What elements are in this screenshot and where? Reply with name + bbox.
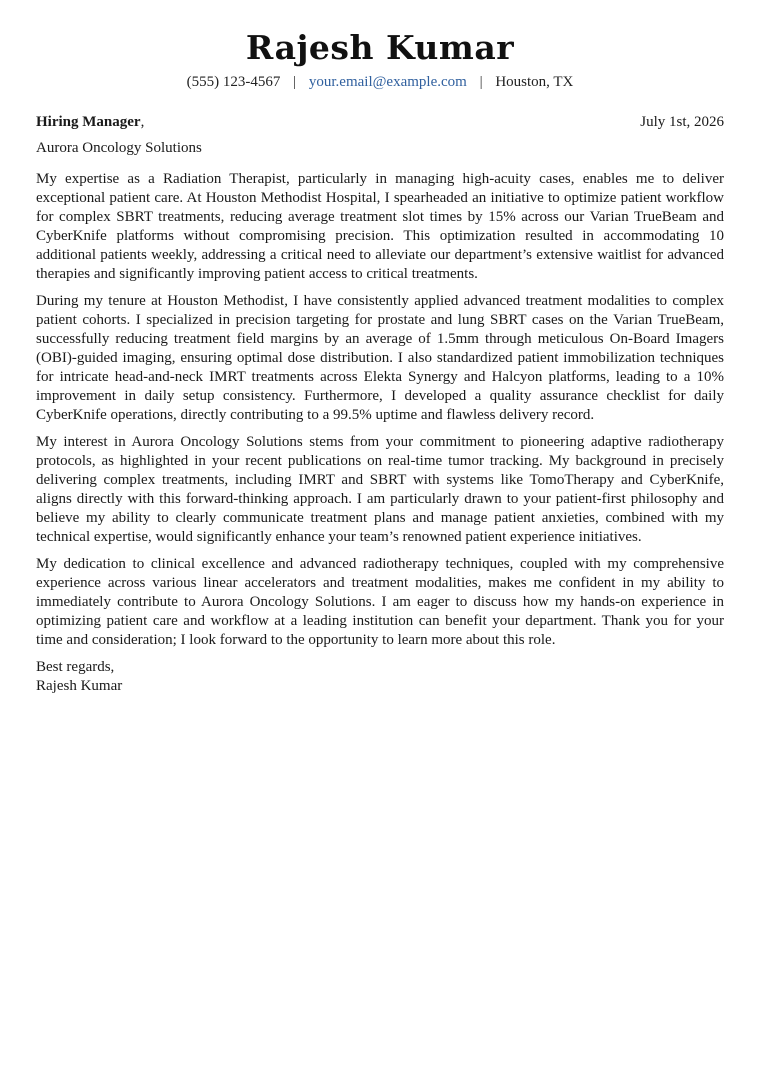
separator: | bbox=[293, 74, 297, 90]
letter-date: July 1st, 2026 bbox=[640, 114, 724, 130]
salutation-row bbox=[36, 113, 724, 132]
body-paragraph: My dedication to clinical excellence and advanced radiotherapy techniques, coupled with my comprehensive experience across various linear accelerators and treatment modalities, makes me confident in my ability to immediately contribute to Aurora Oncology Solutions. I am eager to discuss how my hands-on experience in optimizing patient care and workflow at a leading institution can benefit your department. Thank you for your time and consideration; I look forward to the opportunity to learn more about this role. bbox=[36, 556, 724, 648]
company-name: Aurora Oncology Solutions bbox=[36, 140, 202, 156]
closing-phrase: Best regards, bbox=[36, 659, 115, 675]
letter-body bbox=[36, 170, 724, 650]
applicant-name: Rajesh Kumar bbox=[245, 28, 515, 67]
separator: | bbox=[479, 74, 483, 90]
phone-number: (555) 123-4567 bbox=[186, 74, 281, 90]
contact-line bbox=[36, 73, 724, 91]
recipient bbox=[36, 113, 144, 132]
recipient-name: Hiring Manager bbox=[36, 114, 141, 130]
recipient-comma: , bbox=[140, 114, 145, 130]
signature-name: Rajesh Kumar bbox=[36, 678, 123, 694]
cover-letter-page bbox=[36, 0, 724, 696]
body-paragraph: My interest in Aurora Oncology Solutions stems from your commitment to pioneering adaptive radiotherapy protocols, as highlighted in your recent publications on real-time tumor tracking. My background in precisely delivering complex treatments, including IMRT and SBRT with systems like TomoTherapy and CyberKnife, aligns directly with this forward-thinking approach. I am particularly drawn to your patient-first philosophy and believe my ability to clearly communicate treatment plans and manage patient anxieties, combined with my technical expertise, would significantly enhance your team’s renowned patient experience initiatives. bbox=[36, 434, 724, 545]
body-paragraph: My expertise as a Radiation Therapist, particularly in managing high-acuity cases, enables me to deliver exceptional patient care. At Houston Methodist Hospital, I spearheaded an initiative to optimize patient workflow for complex SBRT treatments, reducing average treatment slot times by 15% across our Varian TrueBeam and CyberKnife platforms without compromising precision. This optimization resulted in accommodating 10 additional patients weekly, addressing a critical need to alleviate our department’s extensive waitlist for advanced therapies and significantly improving patient access to critical treatments. bbox=[36, 171, 724, 282]
body-paragraph: During my tenure at Houston Methodist, I have consistently applied advanced treatment modalities to complex patient cohorts. I specialized in precision targeting for prostate and lung SBRT cases on the Varian TrueBeam, successfully reducing treatment field margins by an average of 1.5mm through meticulous On-Board Imagers (OBI)-guided imaging, ensuring optimal dose distribution. I also standardized patient immobilization techniques for intricate head-and-neck IMRT treatments across Elekta Synergy and Halcyon platforms, leading to a 10% improvement in daily setup consistency. Furthermore, I developed a quality assurance checklist for daily CyberKnife operations, directly contributing to a 99.5% uptime and flawless delivery record. bbox=[36, 293, 724, 423]
closing bbox=[36, 658, 724, 696]
email-link[interactable]: your.email@example.com bbox=[308, 74, 467, 90]
location: Houston, TX bbox=[495, 74, 574, 90]
